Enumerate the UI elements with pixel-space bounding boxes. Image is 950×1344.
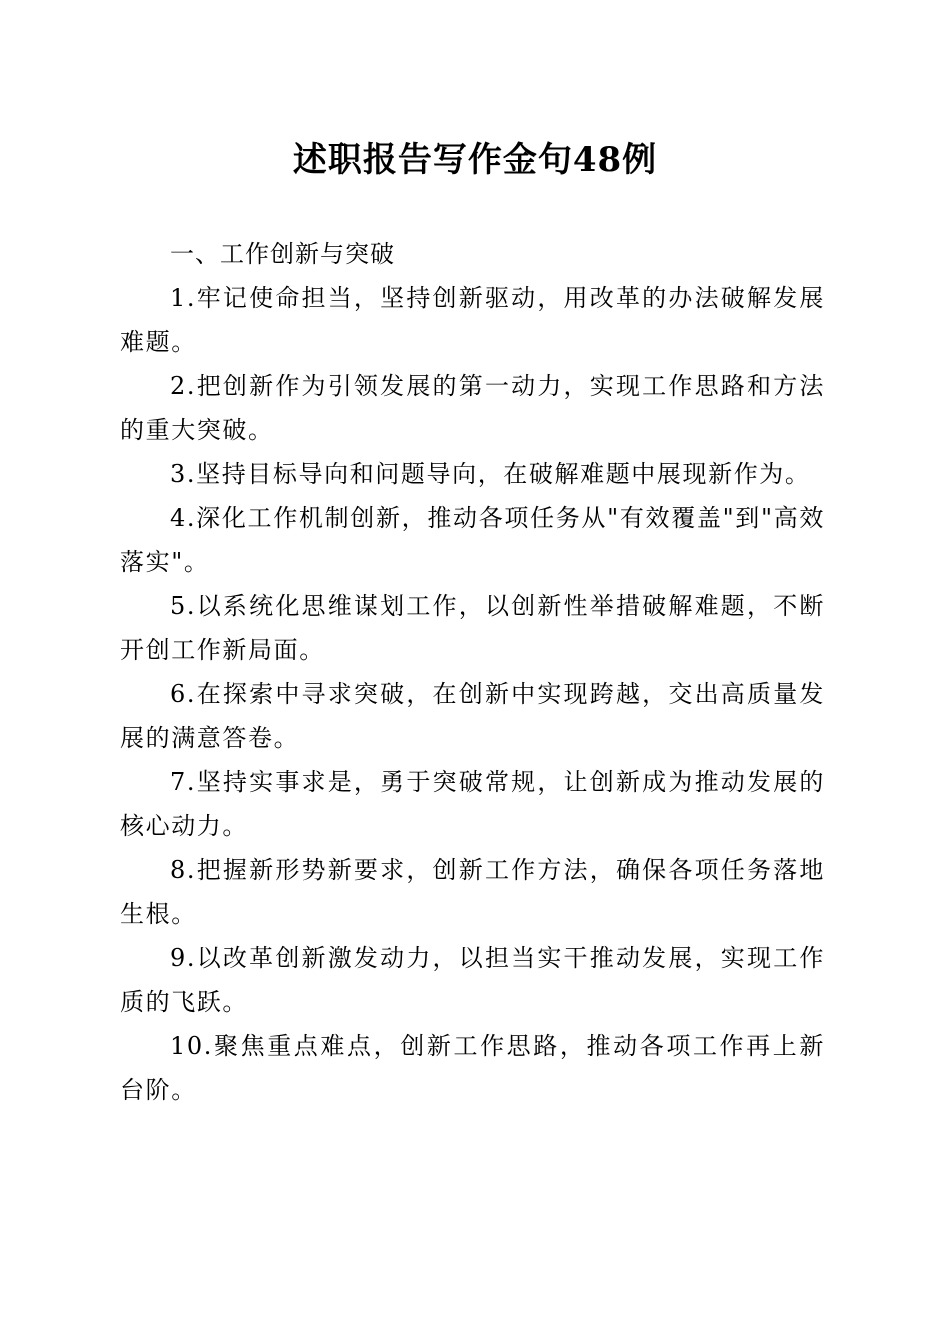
document-title: 述职报告写作金句48例	[292, 140, 658, 180]
list-item: 9.以改革创新激发动力，以担当实干推动发展，实现工作质的飞跃。	[120, 944, 825, 1016]
document-body	[120, 232, 825, 1112]
section-heading: 一、工作创新与突破	[170, 240, 395, 268]
list-item: 7.坚持实事求是，勇于突破常规，让创新成为推动发展的核心动力。	[120, 768, 825, 840]
list-item: 2.把创新作为引领发展的第一动力，实现工作思路和方法的重大突破。	[120, 372, 825, 444]
list-item: 5.以系统化思维谋划工作，以创新性举措破解难题，不断开创工作新局面。	[120, 592, 825, 664]
list-item: 1.牢记使命担当，坚持创新驱动，用改革的办法破解发展难题。	[120, 284, 825, 356]
list-item: 6.在探索中寻求突破，在创新中实现跨越，交出高质量发展的满意答卷。	[120, 680, 825, 752]
list-item: 3.坚持目标导向和问题导向，在破解难题中展现新作为。	[170, 460, 811, 488]
list-item: 8.把握新形势新要求，创新工作方法，确保各项任务落地生根。	[120, 856, 825, 928]
list-item: 10.聚焦重点难点，创新工作思路，推动各项工作再上新台阶。	[120, 1032, 825, 1104]
list-item: 4.深化工作机制创新，推动各项任务从"有效覆盖"到"高效落实"。	[120, 504, 825, 576]
